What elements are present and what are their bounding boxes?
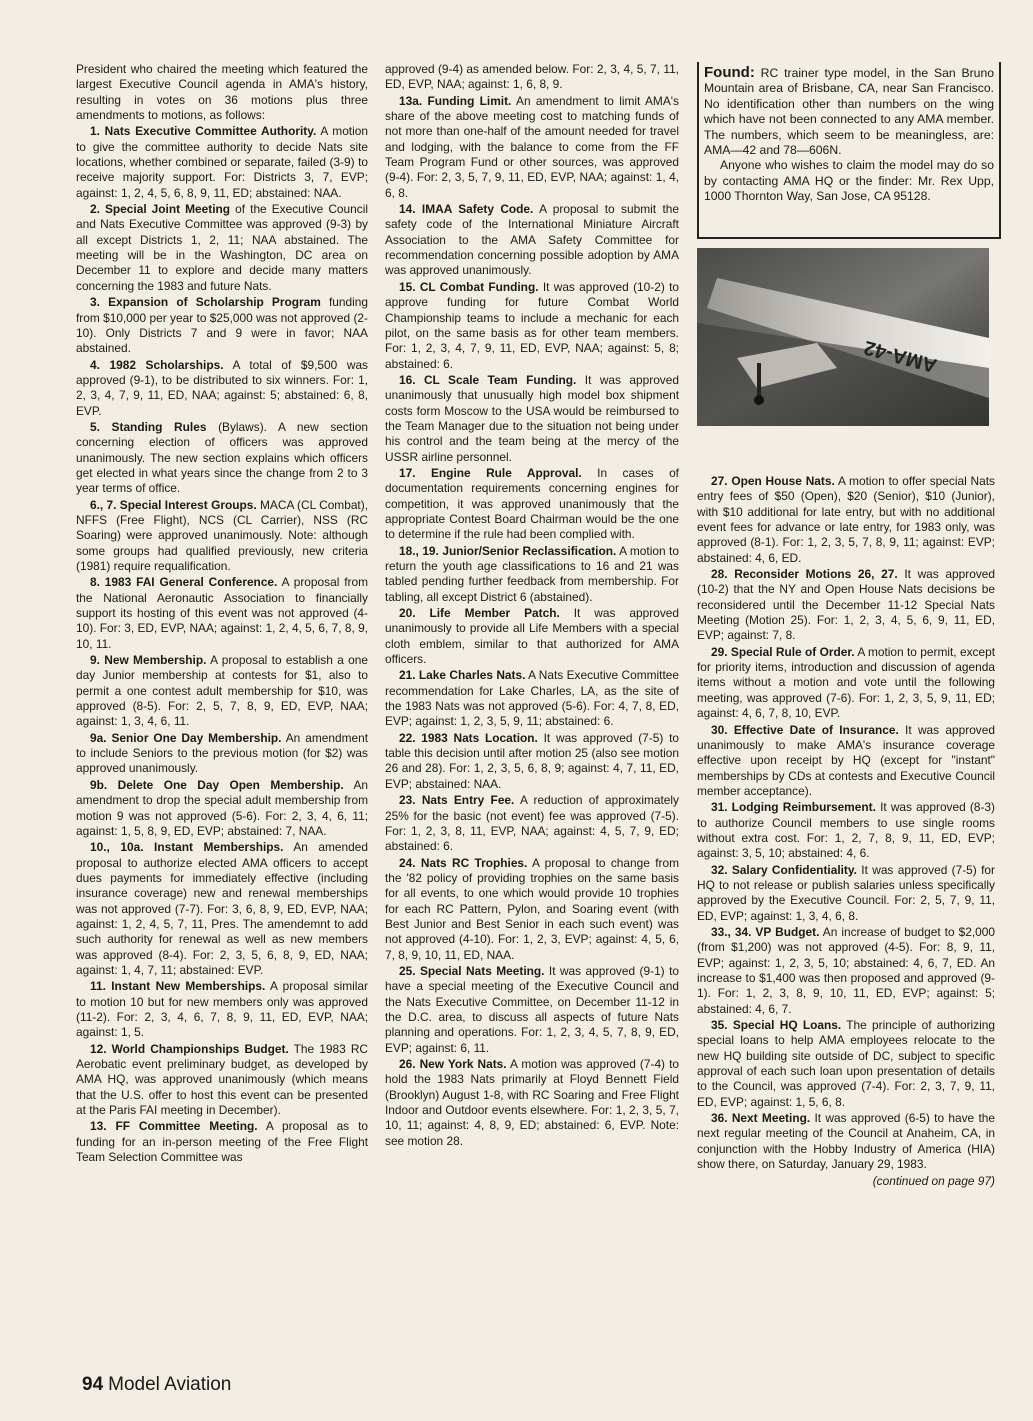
motion-heading: 36. Next Meeting. [711, 1111, 811, 1126]
article-column-2 [385, 62, 679, 1362]
motion-paragraph [385, 94, 679, 201]
motion-paragraph [385, 544, 679, 605]
motion-heading: 11. Instant New Memberships. [90, 979, 266, 994]
motion-heading: 12. World Championships Budget. [90, 1041, 289, 1056]
motion-paragraph [76, 498, 368, 575]
motion-heading: 1. Nats Executive Committee Authority. [90, 124, 317, 139]
continued-note: (continued on page 97) [872, 1174, 995, 1189]
motion-heading: 10., 10a. Instant Memberships. [90, 840, 284, 855]
motion-body: It was approved (8-3) to authorize Council members to use single rooms without extra cost. For: 1, 2, 7, 8, 9, 11, ED, EVP; against: 3, 5, 10; abstained: 4, 6. [697, 800, 995, 861]
motion-heading: 24. Nats RC Trophies. [399, 855, 528, 870]
motion-heading: 18., 19. Junior/Senior Reclassification. [399, 543, 617, 558]
motion-heading: 14. IMAA Safety Code. [399, 202, 534, 217]
motion-paragraph [76, 1119, 368, 1165]
motion-heading: 3. Expansion of Scholarship Program [90, 295, 321, 310]
motion-paragraph [385, 202, 679, 279]
motion-body: An increase of budget to $2,000 (from $1,200) was not approved (4-5). For: 8, 9, 11, EVP; against: 1, 2, 3, 5, 10; abstained: 4, 6, 7, ED. An increase to $1,400 was then proposed and approved (9-1). For: 1, 2, 3, 8, 9, 10, 11, ED, EVP; against: 5; abstained: 4, 6, 7. [697, 924, 995, 1016]
motion-paragraph [76, 575, 368, 652]
motion-paragraph [385, 373, 679, 465]
motion-body: A Nats Executive Committee recommendation for Lake Charles, LA, as the site of the 1983 Nats was not approved (5-6). For: 4, 7, 8, ED, EVP; against: 1, 2, 3, 5, 9, 11; abstained: 6. [385, 668, 679, 729]
motion-paragraph [76, 731, 368, 777]
motion-paragraph [76, 420, 368, 497]
motion-heading: 28. Reconsider Motions 26, 27. [711, 567, 898, 582]
motion-paragraph [76, 358, 368, 419]
motion-heading: 32. Salary Confidentiality. [711, 862, 857, 877]
motion-paragraph [385, 964, 679, 1056]
wing-marking: AMA-42 [861, 335, 940, 377]
motion-heading: 15. CL Combat Funding. [399, 279, 539, 294]
article-column-3 [697, 474, 995, 1362]
motion-body: It was approved (7-5) to table this decision until after motion 25 (also see motion 26 and 28). For: 1, 2, 3, 5, 6, 8, 9; against: 4, 7, 11, ED, EVP; abstained: NAA. [385, 730, 679, 791]
motion-body: A proposal from the National Aeronautic Association to financially support its hosting of this event was not approved (4-10). For: 3, ED, EVP, NAA; against: 1, 2, 4, 5, 6, 7, 8, 9, 10, 11. [76, 575, 368, 651]
motion-paragraph [385, 668, 679, 729]
motion-body: A motion to offer special Nats entry fees of $50 (Open), $20 (Senior), $10 (Junior), with $10 additional for late entry, but with no additional event fees for advance or late entry, for 1983 only, was approved (8-1). For: 1, 2, 3, 5, 7, 8, 9, 11; against: EVP; abstained: 4, 6, ED. [697, 474, 995, 565]
motion-body: approved (9-4) as amended below. For: 2, 3, 4, 5, 7, 11, ED, EVP, NAA; against: 1, 6, 8, 9. [385, 62, 679, 92]
motion-heading: 2. Special Joint Meeting [90, 202, 231, 217]
motion-body: A proposal similar to motion 10 but for new members only was approved (11-2). For: 2, 3, 4, 6, 7, 8, 9, 11, ED, EVP, NAA; against: 1, 5. [76, 979, 368, 1040]
motion-body: It was approved unanimously to make AMA's insurance coverage effective upon receipt by HQ (except for "instant" memberships by CDs at contests and Executive Council member acceptance). [697, 722, 995, 798]
motion-paragraph [385, 606, 679, 667]
motion-paragraph [385, 1057, 679, 1149]
motion-paragraph [385, 793, 679, 854]
motion-body: A proposal to establish a one day Junior membership at contests for $1, also to permit a one contest adult membership for $10, was approved (8-5). For: 2, 5, 7, 8, 9, ED, EVP, NAA; against: 1, 3, 4, 6, 11. [76, 653, 368, 729]
motion-paragraph [697, 645, 995, 722]
found-label: Found: [704, 64, 755, 81]
motion-paragraph [76, 778, 368, 839]
motion-body: In cases of documentation requirements concerning engines for competition, it was approved unanimously that the appropriate Contest Board Chairman would be the one to determine if the rule had been complied with. [385, 465, 679, 542]
motion-paragraph [697, 567, 995, 644]
motion-paragraph [76, 840, 368, 978]
motion-paragraph [76, 979, 368, 1040]
motion-heading: 35. Special HQ Loans. [711, 1018, 842, 1033]
motion-body: The principle of authorizing special loans to help AMA employees relocate to the new HQ building site outside of DC, subject to specific approval of each such loan upon presentation of details to the Council, was approved (7-4). For: 2, 3, 7, 9, 11, ED, EVP; against: 1, 5, 6, 8. [697, 1018, 995, 1109]
motion-heading: 25. Special Nats Meeting. [399, 963, 545, 978]
motion-heading: 23. Nats Entry Fee. [399, 793, 515, 808]
motion-paragraph [385, 856, 679, 963]
motion-heading: 5. Standing Rules [90, 419, 207, 434]
motion-heading: 17. Engine Rule Approval. [399, 465, 582, 480]
motion-body: A reduction of approximately 25% for the basic (not event) fee was approved (7-5). For: 1, 2, 3, 8, 11, EVP, NAA; against: 4, 5, 7, 9, ED; abstained: 6. [385, 793, 679, 854]
motion-heading: 22. 1983 Nats Location. [399, 730, 538, 745]
motion-heading: 31. Lodging Reimbursement. [711, 800, 876, 815]
motion-heading: 4. 1982 Scholarships. [90, 357, 224, 372]
motion-heading: 9a. Senior One Day Membership. [90, 730, 282, 745]
magazine-title: Model Aviation [108, 1374, 232, 1395]
motion-body: It was approved (10-2) that the NY and Open House Nats decisions be reconsidered until the December 11-12 Special Nats Meeting (Motion 25). For: 1, 2, 3, 4, 5, 6, 9, 11, ED, EVP; against: 7, 8. [697, 567, 995, 643]
page-footer [82, 1374, 231, 1396]
motion-paragraph [697, 1018, 995, 1110]
motion-body: An amendment to include Seniors to the previous motion (for $2) was approved unanimously. [76, 730, 368, 776]
motion-body: A proposal to change from the '82 policy of providing trophies on the same basis for all events, to one which would provide 10 trophies for each RC Pattern, Pylon, and Soaring event (with Best Junior and Best Senior in each such event) was not approved (4-10). For: 1, 2, 3, EVP; against: 4, 5, 6, 7, 8, 9, 10, 11, ED, NAA. [385, 855, 679, 962]
motion-body: of the Executive Council and Nats Executive Committee was approved (9-3) by all except Districts 1, 2, 11; NAA abstained. The meeting will be in the Washington, DC area on December 11 to explore and decide many matters concerning the 1983 and future Nats. [76, 202, 368, 293]
motion-paragraph [385, 280, 679, 372]
motion-body: President who chaired the meeting which featured the largest Executive Council agenda in AMA's history, resulting in votes on 36 motions plus three amendments to motions, as follows: [76, 62, 368, 123]
motion-paragraph [385, 466, 679, 543]
motion-heading: 33., 34. VP Budget. [711, 924, 820, 939]
motion-heading: 13a. Funding Limit. [399, 93, 512, 108]
motion-paragraph [697, 863, 995, 924]
motion-heading: 30. Effective Date of Insurance. [711, 722, 899, 737]
motion-body: A motion to permit, except for priority items, introduction and discussion of agenda items without a motion and vote until the following meeting, was approved (7-6). For: 1, 2, 3, 5, 9, 11, ED; against: 4, 6, 7, 8, 10, EVP. [697, 644, 995, 721]
page-number: 94 [82, 1374, 104, 1395]
motion-heading: 29. Special Rule of Order. [711, 644, 855, 659]
motion-body: A motion to give the committee authority to decide Nats site locations, whether combined or separate, failed (3-9) to receive majority support. For: Districts 3, 7, EVP; against: 1, 2, 4, 5, 6, 8, 9, 11, ED; abstained: NAA. [76, 124, 368, 200]
motion-paragraph [76, 124, 368, 201]
article-column-1 [76, 62, 368, 1362]
motion-paragraph [76, 1042, 368, 1119]
motion-body: An amendment to limit AMA's share of the above meeting cost to matching funds of not more than one-half of the amount needed for travel and lodging, with the balance to come from the FF Team Program Fund or other sources, was approved (9-4). For: 2, 3, 5, 7, 9, 11, ED, EVP, NAA; against: 1, 4, 6, 8. [385, 93, 679, 200]
motion-body: MACA (CL Combat), NFFS (Free Flight), NCS (CL Carrier), NSS (RC Soaring) were approved unanimously. Note: although some groups had qualified previously, new criteria (1981) require requalification. [76, 497, 368, 573]
motion-body: A motion to return the youth age classifications to 16 and 21 was tabled pending further feedback from membership. For tabling, all except District 6 (abstained). [385, 543, 679, 604]
model-airplane-photo [697, 248, 989, 426]
motion-paragraph [697, 1111, 995, 1172]
motion-heading: 6., 7. Special Interest Groups. [90, 497, 257, 512]
motion-body: An amendment to drop the special adult membership from motion 9 was not approved (5-6). For: 2, 3, 4, 6, 11; against: 1, 5, 8, 9, ED, EVP; abstained: 7, NAA. [76, 777, 368, 838]
motion-heading: 27. Open House Nats. [711, 474, 835, 488]
found-claim-text: Anyone who wishes to claim the model may do so by contacting AMA HQ or the finder: Mr. Rex Upp, 1000 Thornton Way, San Jose, CA 95128. [704, 158, 994, 204]
motion-body: A motion was approved (7-4) to hold the 1983 Nats primarily at Floyd Bennett Field (Brooklyn) August 1-8, with RC Soaring and Free Flight Indoor and Outdoor events elsewhere. For: 1, 2, 3, 5, 7, 10, 11; against: 4, 8, 9, ED; abstained: 6, EVP. Note: see motion 28. [385, 1057, 679, 1148]
motion-heading: 9. New Membership. [90, 653, 207, 668]
motion-paragraph [385, 731, 679, 792]
found-text: RC trainer type model, in the San Bruno Mountain area of Brisbane, CA, near San Francisco. No identification other than numbers on the wing which have not been connected to any AMA member. The numbers, which seem to be meaningless, are: AMA—42 and 78—606N. [704, 66, 995, 158]
motion-body: A proposal to submit the safety code of the International Miniature Aircraft Association to the AMA Safety Committee for recommendation concerning possible adoption by AMA was approved unanimously. [385, 202, 679, 278]
found-notice-box [697, 62, 1001, 239]
motion-body: (Bylaws). A new section concerning election of officers was approved unanimously. The new section explains which officers get elected in what years since the change from 2 to 3 year terms of office. [76, 419, 368, 496]
motion-heading: 13. FF Committee Meeting. [90, 1119, 258, 1134]
motion-body: It was approved (9-1) to have a special meeting of the Executive Council and the Nats Executive Committee, on December 11-12 in the D.C. area, to discuss all aspects of future Nats planning and operations. For: 1, 2, 3, 4, 5, 7, 8, 9, ED, EVP; against: 6, 11. [385, 963, 679, 1055]
motion-body: It was approved unanimously to provide all Life Members with a special cloth emblem, similar to that authorized for AMA officers. [385, 606, 679, 667]
motion-heading: 16. CL Scale Team Funding. [399, 372, 577, 387]
motion-body: An amended proposal to authorize elected AMA officers to accept dues payments for immediately effective (including insurance coverage) new and renewal memberships was not approved (7-7). For: 3, 6, 8, 9, ED, EVP, NAA; against: 1, 2, 4, 5, 7, 11, Pres. The amendemnt to add such authority for renewal as well as new members was approved (8-4). For: 2, 3, 5, 6, 8, 9, ED, NAA; against: 1, 4, 7, 11; abstained: EVP. [76, 840, 368, 977]
motion-paragraph [76, 202, 368, 294]
motion-paragraph [697, 723, 995, 800]
motion-body: A proposal as to funding for an in-person meeting of the Free Flight Team Selection Committee was [76, 1119, 368, 1165]
motion-body: It was approved (7-5) for HQ to not release or publish salaries unless specifically approved by the Executive Council. For: 2, 5, 7, 9, 11, ED, EVP; against: 1, 3, 4, 6, 8. [697, 862, 995, 923]
motion-body: funding from $10,000 per year to $25,000 was not approved (2-10). Only Districts 7 and 9 were in favor; NAA abstained. [76, 295, 368, 356]
motion-paragraph [697, 925, 995, 1017]
motion-paragraph [385, 62, 679, 93]
motion-body: The 1983 RC Aerobatic event preliminary budget, as developed by AMA HQ, was approved unanimously (which means that the U.S. offer to host this event can be presented at the Paris FAI meeting in December). [76, 1041, 368, 1118]
motion-paragraph [697, 800, 995, 861]
motion-body: A total of $9,500 was approved (9-1), to be distributed to six winners. For: 1, 2, 3, 4, 7, 9, 11, ED, NAA; against: 5; abstained: 6, 8, EVP. [76, 357, 368, 418]
motion-paragraph [697, 474, 995, 566]
motion-body: It was approved unanimously that unusually high model box shipment costs form Moscow to the USA would be reimbursed to the Team Manager due to the situation not being under his control and the team being at the mercy of the USSR airline personnel. [385, 372, 679, 464]
motion-body: It was approved (6-5) to have the next regular meeting of the Council at Anaheim, CA, in conjunction with the Hobby Industry of America (HIA) show there, on Saturday, January 29, 1983. [697, 1111, 995, 1172]
motion-heading: 9b. Delete One Day Open Membership. [90, 777, 344, 792]
motion-paragraph [76, 295, 368, 356]
motion-heading: 21. Lake Charles Nats. [399, 668, 526, 683]
motion-heading: 26. New York Nats. [399, 1057, 507, 1071]
motion-heading: 8. 1983 FAI General Conference. [90, 575, 278, 590]
motion-paragraph [76, 62, 368, 123]
motion-paragraph [76, 653, 368, 730]
motion-body: It was approved (10-2) to approve funding for future Combat World Championship teams to include a mechanic for each pilot, on the same basis as for other team members. For: 1, 2, 3, 4, 7, 9, 11, ED, EVP, NAA; against: 5, 8; abstained: 6. [385, 279, 679, 371]
motion-heading: 20. Life Member Patch. [399, 606, 560, 621]
